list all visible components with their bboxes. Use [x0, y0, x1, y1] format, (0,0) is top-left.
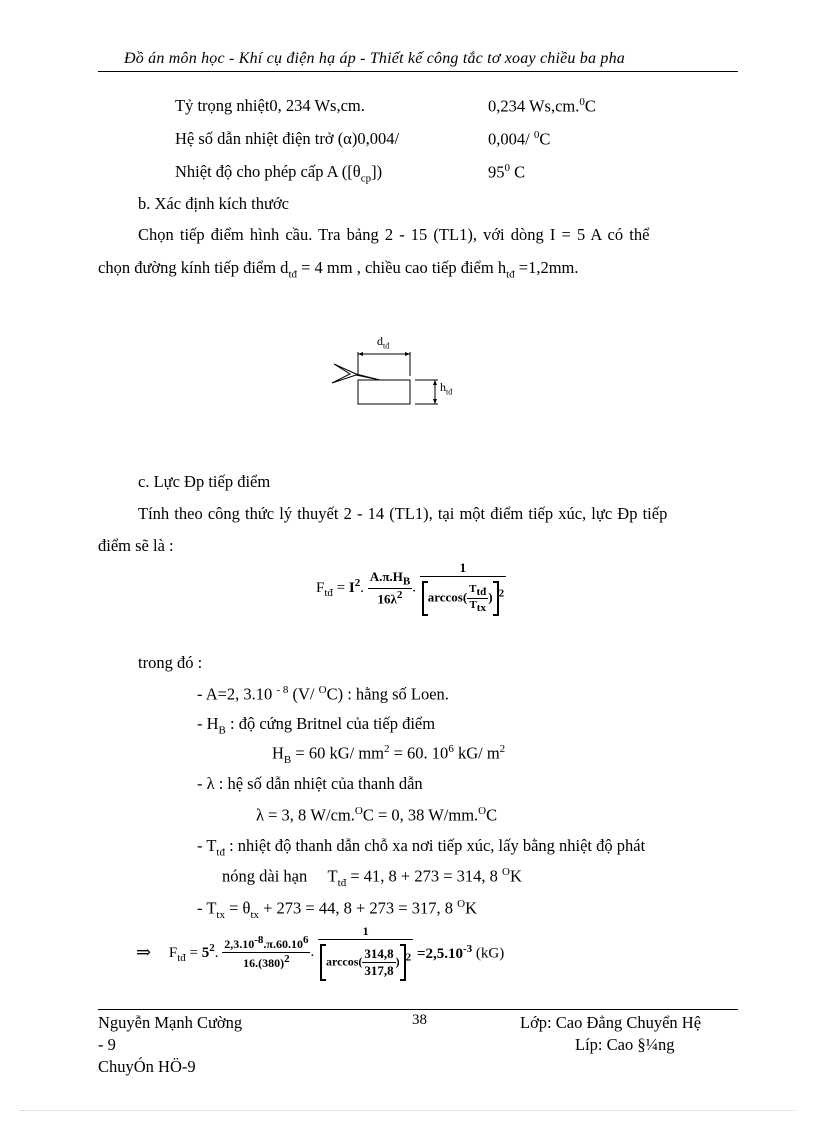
page-header: Đồ án môn học - Khí cụ điện hạ áp - Thiết kế công tắc tơ xoay chiều ba pha — [124, 50, 626, 67]
h-dim-arrow-bottom — [433, 399, 437, 404]
param-label-1: Tỷ trọng nhiệt0, 234 Ws,cm. — [175, 96, 365, 115]
where-hb-value: $H_B = 60$ kG/ $mm^2 = 60$. $10^6$ kG/ $m^2$ — [272, 743, 506, 766]
page-number: 38 — [412, 1012, 427, 1028]
section-b-heading: b. Xác định kích thước — [138, 194, 290, 213]
formula1-fraction-2: 1 arccos( $\frac{T_{tđ}}{T_{tx}}$ ) $^2$ — [420, 560, 506, 616]
d-dim-arrow-left — [358, 352, 363, 356]
d-dim-arrow-right — [405, 352, 410, 356]
footer-class-line2: Líp: Cao §¼ng — [575, 1035, 675, 1054]
formula2-fraction-1: $\frac{2,3.10^{-8}.\pi.60.10^6}{16.(380)^2}$ — [224, 934, 309, 970]
section-b-para-line1: Chọn tiếp điểm hình cầu. Tra bảng 2 - 15 (TL1), với dòng I = 5 A có thể — [138, 225, 650, 244]
where-ttx-line: - $T_{tx} = \theta_{tx} + 273 = 44$, 8 + 273 = 317, 8 $^O$K — [197, 898, 477, 921]
figure-d-label: $d_{tđ}$ — [377, 334, 390, 351]
footer-rule — [98, 1009, 738, 1010]
formula1-fraction-1: $\frac{A.\pi.H_B}{16\lambda^2}$ — [369, 569, 411, 607]
figure-h-label: $h_{tđ}$ — [440, 380, 453, 397]
where-label: trong đó : — [138, 653, 203, 672]
param-label-2: Hệ số dẫn nhiệt điện trở (α)0,004/ — [175, 129, 400, 148]
section-c-heading: c. Lực Đp tiếp điểm — [138, 472, 271, 491]
formula-contact-force: $F_{tđ} = I^2$. $\frac{A.\pi.H_B}{16\lambda^2}$ . 1 arccos( $\frac{T_{tđ}}{T_{tx}}$ ) $^2$ — [316, 560, 505, 615]
footer-class-line1: Lớp: Cao Đẳng Chuyển Hệ — [520, 1013, 702, 1032]
page-bottom-dotted-line — [20, 1110, 796, 1111]
footer-author-line2: - 9 — [98, 1035, 116, 1054]
where-a-line: - A=2, 3.10 $^{- 8}$ (V/ $^O$C) : hằng số Loen. — [197, 684, 449, 704]
section-c-para-line2: điểm sẽ là : — [98, 536, 174, 555]
where-ttd-line2: nóng dài hạn $T_{tđ} = 41$, 8 + 273 = 314, 8 $^O$K — [222, 866, 522, 889]
footer-author-line1: Nguyễn Mạnh Cường — [98, 1013, 243, 1032]
param-value-1: 0,234 Ws,cm.$^0$C — [488, 96, 596, 116]
h-dim-arrow-top — [433, 380, 437, 385]
formula-result: ⇒ $F_{tđ} = 5^2$. $\frac{2,3.10^{-8}.\pi.60.10^6}{16.(380)^2}$ . 1 arccos( $\frac{314,8}{317,8}$ ) $^2$ $=2,5.10^{-3}$ (kG) — [136, 924, 504, 981]
where-hb-line: - $H_B$ : độ cứng Britnel của tiếp điểm — [197, 714, 436, 737]
param-value-2: 0,004/ $^0$C — [488, 129, 551, 149]
where-lambda-value: λ = 3, 8 W/cm.$^O$C = 0, 38 W/mm.$^O$C — [256, 805, 498, 825]
footer-author-line3: ChuyÓn HÖ-9 — [98, 1057, 196, 1076]
section-c-para-line1: Tính theo công thức lý thuyết 2 - 14 (TL1), tại một điểm tiếp xúc, lực Đp tiếp — [138, 504, 668, 523]
param-value-3: $95^0$ C — [488, 162, 526, 182]
section-b-para-line2: chọn đường kính tiếp điểm $d_{tđ} = 4$ mm , chiều cao tiếp điểm $h_{tđ} =1,2mm$. — [98, 258, 579, 281]
param-label-3: Nhiệt độ cho phép cấp A $([\theta_{cp}])$ — [175, 162, 383, 185]
formula2-fraction-2: 1 arccos( $\frac{314,8}{317,8}$ ) $^2$ — [318, 924, 413, 981]
header-rule — [98, 71, 738, 72]
contact-dimension-figure — [320, 330, 500, 430]
where-lambda-line: - λ : hệ số dẫn nhiệt của thanh dẫn — [197, 774, 423, 793]
contact-body — [358, 380, 410, 404]
where-ttd-line: - $T_{tđ}$ : nhiệt độ thanh dẫn chỗ xa nơi tiếp xúc, lấy bằng nhiệt độ phát — [197, 836, 646, 859]
